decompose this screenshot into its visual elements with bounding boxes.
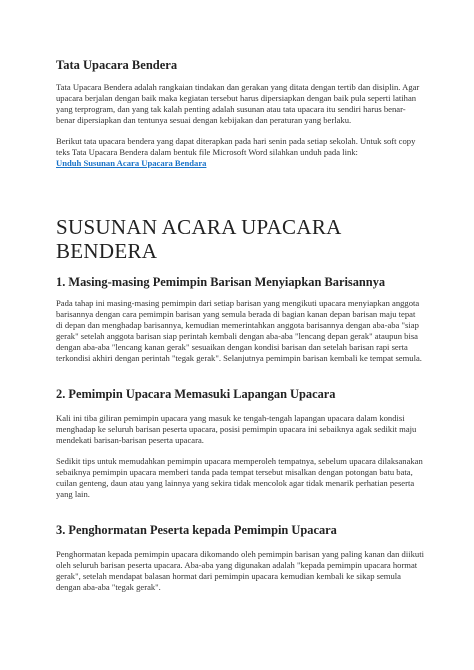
document-page bbox=[56, 58, 424, 593]
download-link[interactable]: Unduh Susunan Acara Upacara Bendara bbox=[56, 158, 207, 168]
section-2-heading: 2. Pemimpin Upacara Memasuki Lapangan Upacara bbox=[56, 387, 336, 401]
section-1-heading: 1. Masing-masing Pemimpin Barisan Menyiapkan Barisannya bbox=[56, 275, 386, 289]
section-3-paragraph-1: Penghormatan kepada pemimpin upacara dikomando oleh pemimpin barisan yang paling kanan dan diikuti oleh seluruh barisan peserta upacara. Aba-aba yang digunakan adalah "kepada pemimpin upacara hormat gerak", setelah mendapat balasan hormat dari pemimpin upacara kemudian kembali ke sikap semula dengan aba-aba "tegak gerak". bbox=[56, 549, 424, 592]
intro-paragraph-2: Berikut tata upacara bendera yang dapat diterapkan pada hari senin pada setiap sekolah. Untuk soft copy teks Tata Upacara Bendera dalam bentuk file Microsoft Word silahkan unduh pada link: bbox=[56, 136, 416, 157]
section-2-paragraph-1: Kali ini tiba giliran pemimpin upacara yang masuk ke tengah-tengah lapangan upacara dalam kondisi menghadap ke seluruh barisan peserta upacara, posisi pemimpin upacara ini sebaiknya agak sedikit maju mendekati barisan-barisan peserta upacara. bbox=[56, 413, 417, 445]
document-title: Tata Upacara Bendera bbox=[56, 58, 178, 72]
main-heading: SUSUNAN ACARA UPACARA BENDERA bbox=[56, 215, 341, 263]
section-3-heading: 3. Penghormatan Peserta kepada Pemimpin Upacara bbox=[56, 523, 337, 537]
intro-paragraph-1: Tata Upacara Bendera adalah rangkaian tindakan dan gerakan yang ditata dengan tertib dan disiplin. Agar upacara berjalan dengan baik maka kegiatan tersebut harus dipersiapkan dengan baik pula seperti latihan yang terprogram, dan yang tak kalah penting adalah susunan atau tata upacara itu sendiri harus benar-benar dipersiapkan dan tentunya sesuai dengan kebijakan dan peraturan yang berlaku. bbox=[56, 82, 420, 125]
section-2-paragraph-2: Sedikit tips untuk memudahkan pemimpin upacara memperoleh tempatnya, sebelum upacara dilaksanakan sebaiknya pemimpin upacara memberi tanda pada tempat tersebut misalkan dengan potongan batu bata, cuilan genteng, daun atau yang lainnya yang sekira tidak mencolok agar tidak menarik perhatian peserta yang lain. bbox=[56, 456, 423, 499]
section-1-paragraph-1: Pada tahap ini masing-masing pemimpin dari setiap barisan yang mengikuti upacara menyiapkan anggota barisannya dengan cara pemimpin barisan yang semula berada di bagian kanan depan barisan maju tepat di depan dan menghadap barisannya, kemudian memerintahkan anggota barisannya dengan aba-aba "siap gerak" setelah anggota barisan siap perintah kembali dengan aba-aba "lencang depan gerak" ataupun bisa dengan aba-aba "lencang kanan gerak" sesuaikan dengan kondisi barisan dan setelah barisan rapi serta terkondisi akhiri dengan perintah "tegak gerak". Selanjutnya pemimpin barisan kembali ke tempat semula. bbox=[56, 298, 422, 363]
